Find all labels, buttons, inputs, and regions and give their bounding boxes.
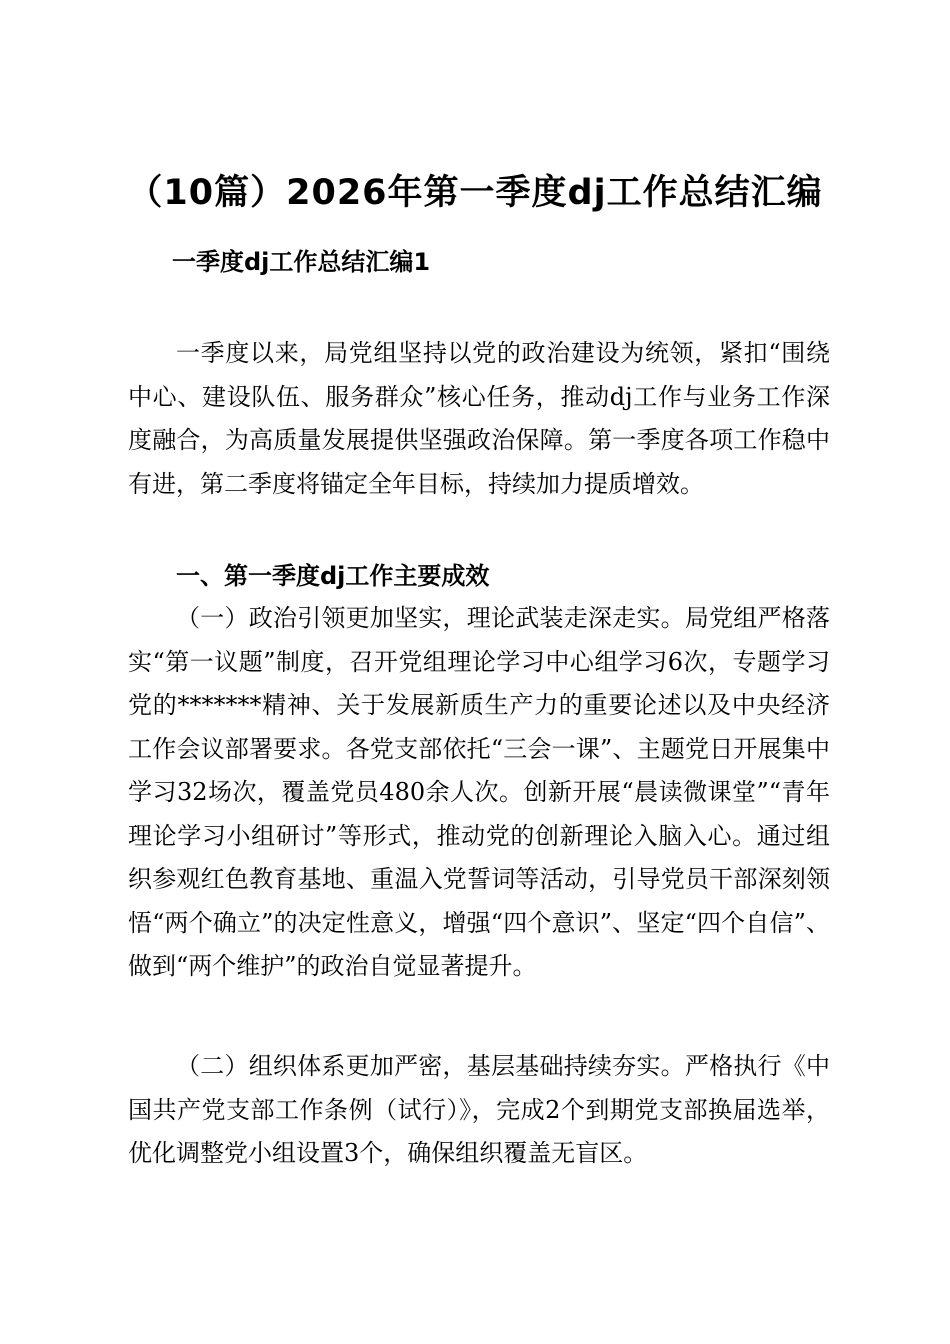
intro-paragraph: 一季度以来，局党组坚持以党的政治建设为统领，紧扣“围绕中心、建设队伍、服务群众”核心任务，推动dj工作与业务工作深度融合，为高质量发展提供坚强政治保障。第一季度各项工作稳中有进，第二季度将锚定全年目标，持续加力提质增效。 [128, 339, 830, 498]
paragraph-organization-system: （二）组织体系更加严密，基层基础持续夯实。严格执行《中国共产党支部工作条例（试行）》，完成2个到期党支部换届选举，优化调整党小组设置3个，确保组织覆盖无盲区。 [128, 1052, 830, 1167]
document-title: （10篇）2026年第一季度dj工作总结汇编 [127, 173, 823, 213]
paragraph-political-guidance: （一）政治引领更加坚实，理论武装走深走实。局党组严格落实“第一议题”制度，召开党组理论学习中心组学习6次，专题学习党的*******精神、关于发展新质生产力的重要论述以及中央经济工作会议部署要求。各党支部依托“三会一课”、主题党日开展集中学习32场次，覆盖党员480余人次。创新开展“晨读微课堂”“青年理论学习小组研讨”等形式，推动党的创新理论入脑入心。通过组织参观红色教育基地、重温入党誓词等活动，引导党员干部深刻领悟“两个确立”的决定性意义，增强“四个意识”、坚定“四个自信”、做到“两个维护”的政治自觉显著提升。 [128, 604, 830, 980]
section-heading: 一、第一季度dj工作主要成效 [176, 562, 490, 590]
document-subtitle: 一季度dj工作总结汇编1 [172, 248, 431, 276]
